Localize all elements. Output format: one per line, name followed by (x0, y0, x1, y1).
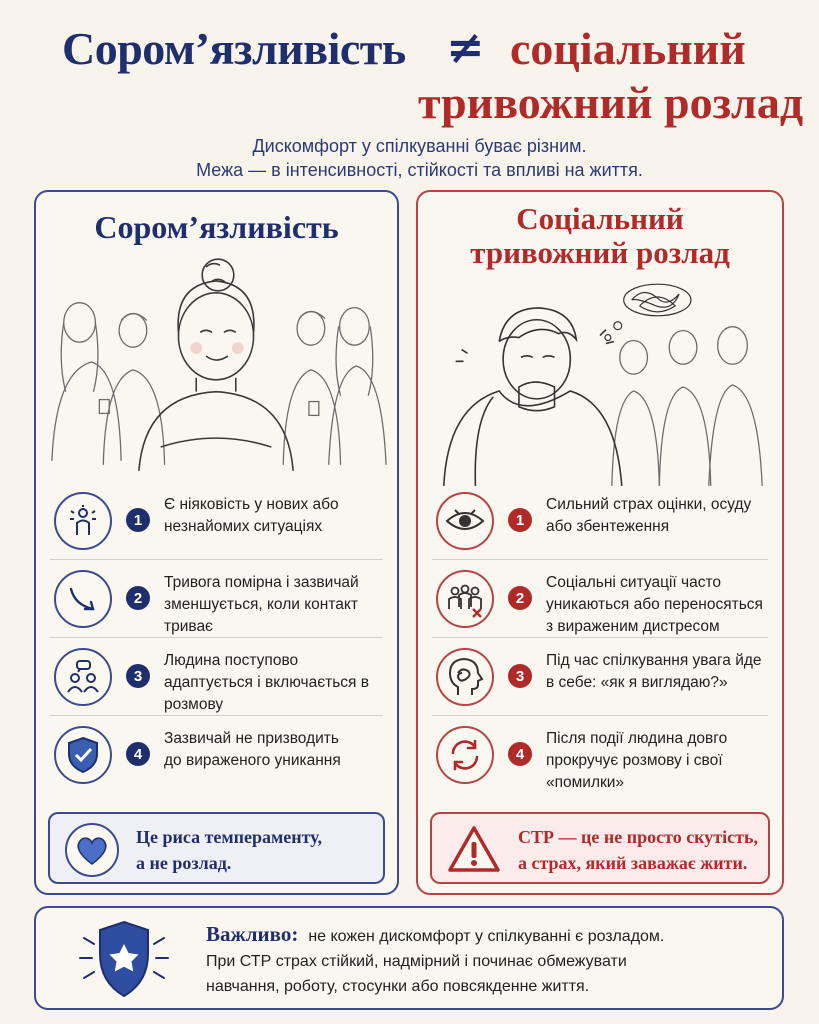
item-number: 3 (508, 664, 532, 688)
anxious-man-illustration (424, 277, 776, 497)
note-line1: не кожен дискомфорт у спілкуванні є розладом. (308, 928, 665, 945)
shyness-panel-title: Сором’язливість (94, 209, 339, 245)
item-text: Людина поступово адаптується і включається в розмову (164, 652, 369, 713)
sad-callout (430, 812, 770, 884)
callout-line2: а страх, який заважає жити. (518, 853, 748, 873)
title-sad-line2: тривожний розлад (418, 77, 804, 128)
title-shyness: Сором’язливість (62, 23, 406, 74)
item-number: 1 (126, 508, 150, 532)
item-text: Під час спілкування увага йде в себе: «як я виглядаю?» (546, 652, 762, 691)
important-note (34, 906, 784, 1010)
person-rays-icon (54, 492, 112, 550)
item-number: 4 (508, 742, 532, 766)
warning-icon (446, 822, 502, 878)
subtitle-line1: Дискомфорт у спілкуванні буває різним. (252, 136, 587, 156)
item-text: Є ніяковість у нових або незнайомих ситуаціях (164, 496, 339, 535)
note-heading: Важливо: (206, 922, 299, 946)
list-item (50, 716, 383, 794)
callout-line1: Це риса темпераменту, (136, 827, 322, 847)
declining-arrow-icon (54, 570, 112, 628)
sad-panel (416, 190, 784, 895)
list-item (50, 482, 383, 560)
item-text: Сильний страх оцінки, осуду або збентеження (546, 496, 752, 535)
sad-title-line2: тривожний розлад (470, 235, 730, 270)
note-line2: При СТР страх стійкий, надмірний і починає обмежувати (206, 953, 627, 970)
note-line3: навчання, роботу, стосунки або повсякденне життя. (206, 978, 590, 995)
shy-girl-illustration (42, 252, 391, 472)
item-text: Зазвичай не призводить до вираженого уникання (164, 730, 341, 769)
subtitle-line2: Межа — в інтенсивності, стійкості та впливі на життя. (196, 160, 643, 180)
head-thoughts-icon (436, 648, 494, 706)
list-item (432, 560, 768, 638)
group-cross-icon (436, 570, 494, 628)
item-number: 3 (126, 664, 150, 688)
temperament-callout (48, 812, 385, 884)
item-number: 2 (508, 586, 532, 610)
not-equal-symbol: ≠ (446, 20, 485, 74)
page-title (0, 14, 819, 134)
eye-judgement-icon (436, 492, 494, 550)
list-item (50, 638, 383, 716)
note-text (206, 922, 762, 999)
shield-check-icon (54, 726, 112, 784)
heart-icon (64, 822, 120, 878)
item-number: 4 (126, 742, 150, 766)
sad-list (432, 482, 768, 794)
shyness-panel (34, 190, 399, 895)
item-number: 1 (508, 508, 532, 532)
cycle-arrows-icon (436, 726, 494, 784)
callout-line2: а не розлад. (136, 853, 232, 873)
sad-panel-title (418, 202, 782, 270)
title-sad-line1: соціальний (510, 23, 746, 74)
shyness-list (50, 482, 383, 794)
list-item (50, 560, 383, 638)
item-text: Після події людина довго прокручує розмову і свої «помилки» (546, 730, 728, 791)
list-item (432, 482, 768, 560)
callout-line1: СТР — це не просто скутість, (518, 827, 758, 847)
sad-title-line1: Соціальний (516, 201, 684, 236)
item-text: Тривога помірна і зазвичай зменшується, коли контакт триває (164, 574, 359, 635)
list-item (432, 716, 768, 794)
item-number: 2 (126, 586, 150, 610)
people-talking-icon (54, 648, 112, 706)
list-item (432, 638, 768, 716)
shield-star-icon (74, 918, 174, 1002)
subtitle (0, 134, 819, 182)
item-text: Соціальні ситуації часто уникаються або переносяться з вираженим дистресом (546, 574, 763, 635)
